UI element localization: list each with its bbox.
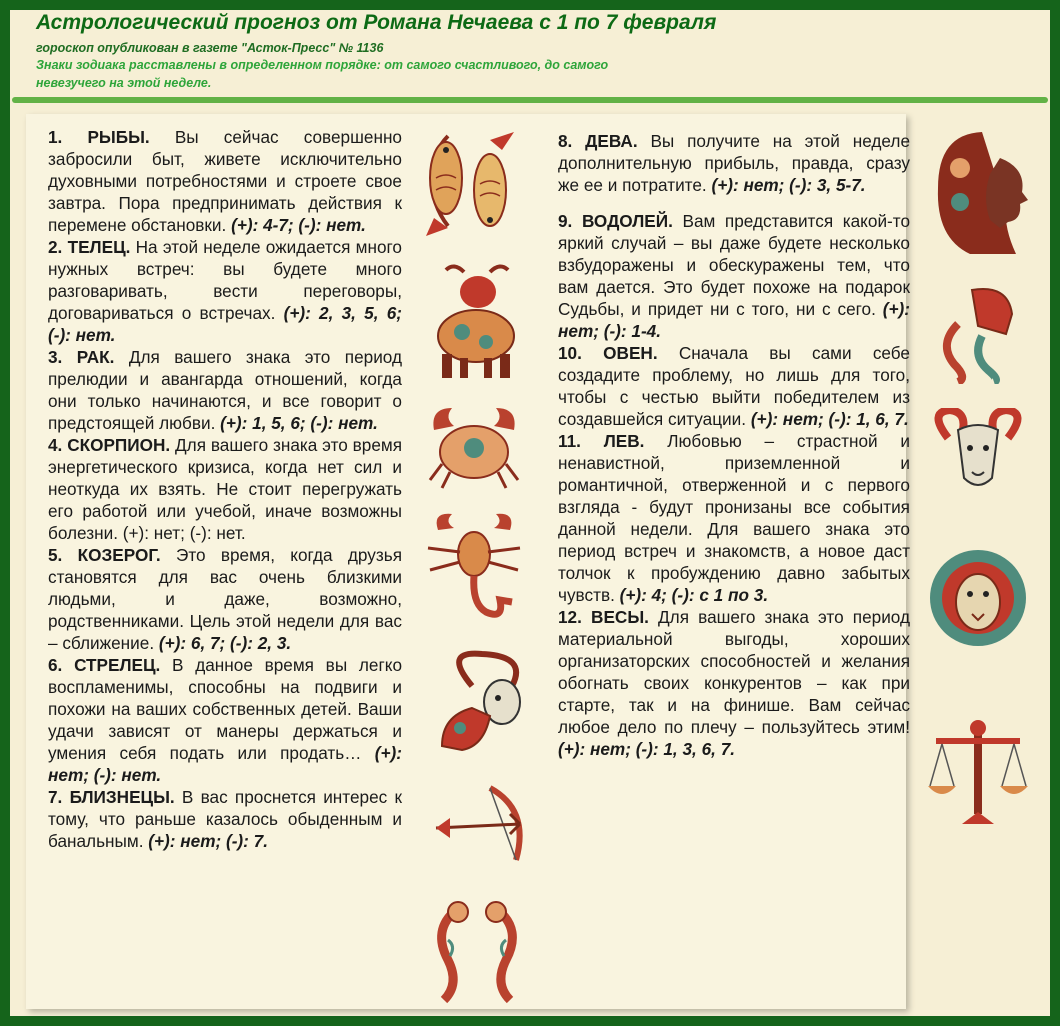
sign-number: 8. [558,131,573,151]
sign-name: БЛИЗНЕЦЫ. [69,787,175,807]
sign-forecast: (+): нет; (-): 1, 6, 7. [750,409,909,429]
page-subtitle: гороскоп опубликован в газете "Асток-Пресс" № 1136 [36,41,384,55]
sign-name: ЛЕВ. [603,431,645,451]
sign-name: РАК. [76,347,115,367]
sign-forecast: (+): нет; (-): 7. [148,831,268,851]
libra-icon [926,716,1030,828]
sign-number: 3. [48,347,63,367]
sign-name: СТРЕЛЕЦ. [74,655,161,675]
sign-entry-virgo [558,130,910,196]
sign-text: В данное время вы легко воспламенимы, способны на подвиги и похожи на ваших собственных детей. Ваши удачи зависят от манеры держаться и умения себя подать или продать… [48,655,403,763]
sign-forecast: (+): 6, 7; (-): 2, 3. [158,633,292,653]
sign-entry-aquarius [558,210,910,342]
sign-number: 2. [48,237,63,257]
aries-icon [928,408,1028,492]
sign-entry-aries [558,342,910,430]
sign-number: 5. [48,545,63,565]
sign-text: Для вашего знака это время энергетического кризиса, когда нет сил и неоткуда их взять. Не стоит перегружать его работой или учебой, иначе возможны болезни. [48,435,403,543]
sign-entry-cancer [48,346,402,434]
taurus-icon [424,262,524,380]
sign-text: На этой неделе ожидается много нужных встреч: вы будете много разговаривать, вести переговоры, договариваться о встречах. [48,237,402,323]
sign-number: 1. [48,127,63,147]
cancer-icon [424,400,524,492]
sign-forecast: (+): 1, 5, 6; (-): нет. [220,413,378,433]
spacer [558,196,910,210]
sign-text: Вы получите на этой неделе дополнительную прибыль, правда, сразу же ее и потратите. [558,131,911,195]
sign-forecast: (+): нет; (-): нет. [122,523,246,543]
sign-name: ДЕВА. [585,131,638,151]
sign-entry-capricorn [48,544,402,654]
sign-forecast: (+): 2, 3, 5, 6; (-): нет. [48,303,403,345]
divider [12,97,1048,103]
sign-number: 6. [48,655,63,675]
sign-name: ВЕСЫ. [591,607,649,627]
sign-entry-leo [558,430,910,606]
sign-entry-libra [558,606,910,760]
sign-entry-pisces [48,126,402,236]
sign-forecast: (+): нет; (-): 3, 5-7. [711,175,866,195]
sign-entry-taurus [48,236,402,346]
sign-text: Любовью – страстной и ненавистной, приземленной и романтичной, отверженной и с первого взгляда - будут пронизаны все события данной недели. Для вашего знака это период встреч и знакомств, а новое даст толчок к пробуждению давно забытых чувств. [558,431,910,605]
aquarius-icon [928,284,1028,384]
sign-forecast: (+): нет; (-): нет. [48,743,402,785]
sign-text: Вы сейчас совершенно забросили быт, живете исключительно духовными потребностями и строете свое завтра. Пора предпринимать действия к перемене обстановки. [48,127,402,235]
sign-text: Сначала вы сами себе создадите проблему, но лишь для того, чтобы с честью выйти победителем из создавшейся ситуации. [558,343,910,429]
sign-text: Для вашего знака это период материальной выгоды, хороших организаторских способностей и желания обогнать своих конкурентов – как при старте, так и на финише. Вам сейчас любое дело по плечу – пользуйтесь этим! [558,607,911,737]
sign-name: ОВЕН. [603,343,658,363]
pisces-icon [418,128,520,240]
sign-number: 9. [558,211,573,231]
sign-number: 11. [558,431,581,451]
capricorn-icon [432,646,538,752]
virgo-icon [930,128,1034,258]
sign-name: ВОДОЛЕЙ. [581,211,673,231]
sign-number: 7. [48,787,63,807]
sagittarius-icon [430,780,534,876]
sign-text: В вас проснется интерес к тому, что раньше казалось обыденным и банальным. [48,787,402,851]
sign-text: Вам представится какой-то яркий случай – вы даже будете несколько взбудоражены и обескуражены тем, что вам дается. Это будет похоже на подарок Судьбы, и придет ни с того, ни с сего. [558,211,911,319]
sign-forecast: (+): 4; (-): с 1 по 3. [619,585,769,605]
sign-entry-sagittarius [48,654,402,786]
sign-name: КОЗЕРОГ. [77,545,161,565]
gemini-icon [426,900,528,1004]
sign-name: РЫБЫ. [87,127,150,147]
sign-entry-gemini [48,786,402,852]
sign-forecast: (+): нет; (-): 1-4. [558,299,911,341]
sign-entry-scorpio [48,434,402,544]
sign-number: 10. [558,343,582,363]
header [36,10,1016,92]
sign-text: Для вашего знака это период прелюдии и авангарда отношений, когда они только начинаются, и все говорит о предстоящей любви. [48,347,403,433]
sign-name: СКОРПИОН. [67,435,171,455]
page-title: Астрологический прогноз от Романа Нечаева с 1 по 7 февраля [36,11,717,34]
sign-number: 12. [558,607,582,627]
sign-forecast: (+): нет; (-): 1, 3, 6, 7. [558,739,736,759]
sign-number: 4. [48,435,63,455]
leo-icon [926,546,1030,650]
left-column [48,126,402,852]
sign-forecast: (+): 4-7; (-): нет. [231,215,366,235]
order-note: Знаки зодиака расставлены в определенном порядке: от самого счастливого, до самого невезучего на этой неделе. [36,58,609,90]
sign-name: ТЕЛЕЦ. [67,237,131,257]
sign-text: Это время, когда друзья становятся для вас очень близкими людьми, и даже, возможно, родственниками. Цель этой недели для вас – сближение. [48,545,403,653]
right-column [558,130,910,760]
scorpio-icon [424,508,524,634]
